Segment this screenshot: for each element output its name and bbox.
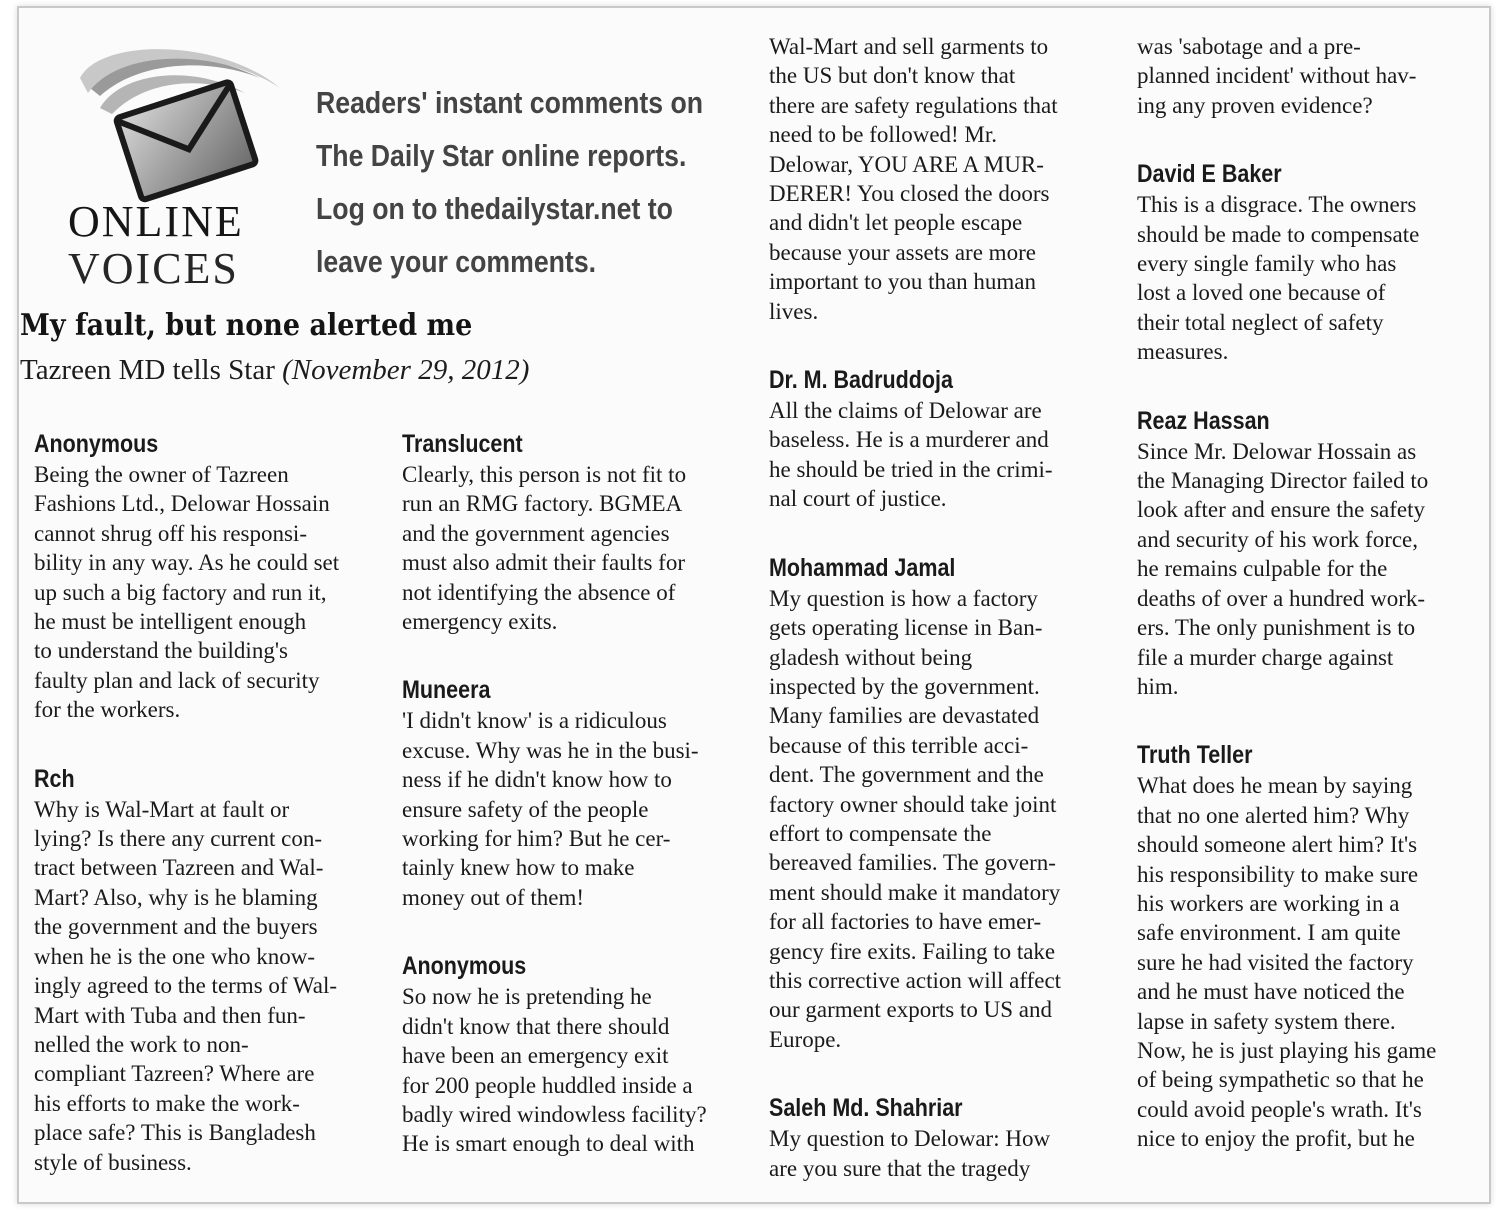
logo-voices-text: VOICES bbox=[68, 244, 239, 293]
comment-text-line: Being the owner of Tazreen bbox=[34, 462, 289, 487]
comment-text-line: his efforts to make the work- bbox=[34, 1090, 300, 1116]
comment-text-line: when he is the one who know- bbox=[34, 943, 316, 969]
comment-text-line: Clearly, this person is not fit to bbox=[402, 462, 687, 487]
comment-text-line: faulty plan and lack of security bbox=[34, 667, 320, 693]
comment-text-line: Wal-Mart and sell garments to bbox=[769, 34, 1049, 59]
commenter-name: Truth Teller bbox=[1137, 741, 1253, 770]
commenter-name: David E Baker bbox=[1137, 160, 1282, 189]
comment-text-line: measures. bbox=[1137, 339, 1229, 365]
commenter-name: Muneera bbox=[402, 676, 491, 705]
comment-text-line: tract between Tazreen and Wal- bbox=[34, 855, 324, 881]
comment-text-line: to understand the building's bbox=[34, 638, 288, 664]
promo-line: leave your comments. bbox=[316, 244, 597, 279]
comment-text-line: file a murder charge against bbox=[1137, 644, 1394, 670]
comment-text-line: He is smart enough to deal with bbox=[402, 1131, 695, 1157]
comment-text-line: ingly agreed to the terms of Wal- bbox=[34, 973, 338, 999]
comment-text-line: dent. The government and the bbox=[769, 762, 1044, 788]
comment-text-line: Now, he is just playing his game bbox=[1137, 1037, 1437, 1063]
promo-line: The Daily Star online reports. bbox=[316, 138, 687, 173]
comment-text-line: gladesh without being bbox=[769, 644, 973, 670]
comment-text-line: ment should make it mandatory bbox=[769, 879, 1061, 905]
comment-text-line: All the claims of Delowar are bbox=[769, 398, 1042, 424]
commenter-name: Translucent bbox=[402, 430, 523, 458]
comment-text-line: for 200 people huddled inside a bbox=[402, 1072, 693, 1098]
comment-text-line: Since Mr. Delowar Hossain as bbox=[1137, 438, 1417, 464]
comment-text-line: baseless. He is a murderer and bbox=[769, 427, 1049, 453]
comment-text-line: Why is Wal-Mart at fault or bbox=[34, 796, 290, 822]
envelope-logo-icon bbox=[70, 48, 290, 208]
comment-text-line: effort to compensate the bbox=[769, 820, 992, 846]
comment-text-line: emergency exits. bbox=[402, 609, 558, 635]
comment-text-line: nelled the work to non- bbox=[34, 1031, 249, 1057]
comment-text-line: ness if he didn't know how to bbox=[402, 767, 672, 793]
comment-text-line: deaths of over a hundred work- bbox=[1137, 585, 1426, 611]
commenter-name: Saleh Md. Shahriar bbox=[769, 1094, 963, 1123]
comment-text-line: their total neglect of safety bbox=[1137, 309, 1384, 335]
comment-text-line: Delowar, YOU ARE A MUR- bbox=[769, 151, 1044, 177]
comment-text-line: cannot shrug off his responsi- bbox=[34, 520, 307, 546]
subhead bbox=[20, 354, 529, 387]
comment-text-line: didn't know that there should bbox=[402, 1013, 670, 1039]
comment-text-line: should be made to compensate bbox=[1137, 221, 1420, 247]
comment-text-line: excuse. Why was he in the busi- bbox=[402, 737, 699, 763]
comment-text-line: the Managing Director failed to bbox=[1137, 468, 1429, 494]
comment-text-line: lost a loved one because of bbox=[1137, 280, 1386, 306]
comment-text-line: Fashions Ltd., Delowar Hossain bbox=[34, 491, 330, 517]
comment-text-line: bereaved families. The govern- bbox=[769, 850, 1056, 876]
comment-text-line: important to you than human bbox=[769, 269, 1037, 295]
comment-text-line: sure he had visited the factory bbox=[1137, 949, 1414, 975]
comment-text-line: his responsibility to make sure bbox=[1137, 861, 1419, 887]
comment-text-line: was 'sabotage and a pre- bbox=[1137, 34, 1361, 59]
comment-text-line: of being sympathetic so that he bbox=[1137, 1067, 1424, 1093]
comment-text-line: look after and ensure the safety bbox=[1137, 497, 1426, 523]
comment-text-line: gency fire exits. Failing to take bbox=[769, 938, 1056, 964]
comment-column-4 bbox=[1137, 32, 1482, 1154]
comment-text-line: planned incident' without hav- bbox=[1137, 63, 1417, 89]
comment-text-line: and the government agencies bbox=[402, 520, 670, 546]
comment-column-3 bbox=[769, 32, 1119, 1183]
comment-text-line: badly wired windowless facility? bbox=[402, 1101, 707, 1127]
headline: My fault, but none alerted me bbox=[20, 308, 473, 343]
comment-text-line: So now he is pretending he bbox=[402, 984, 652, 1010]
comment-text-line: lying? Is there any current con- bbox=[34, 826, 323, 852]
comment-text-line: factory owner should take joint bbox=[769, 791, 1057, 817]
comment-text-line: This is a disgrace. The owners bbox=[1137, 192, 1417, 218]
logo-online-text: ONLINE bbox=[68, 197, 244, 246]
comment-text-line: compliant Tazreen? Where are bbox=[34, 1061, 315, 1087]
comment-text-line: are you sure that the tragedy bbox=[769, 1155, 1031, 1181]
commenter-name: Mohammad Jamal bbox=[769, 553, 956, 582]
comment-text-line: working for him? But he cer- bbox=[402, 826, 671, 852]
comment-text-line: must also admit their faults for bbox=[402, 550, 685, 576]
comment-text-line: he remains culpable for the bbox=[1137, 556, 1388, 582]
comment-text-line: his workers are working in a bbox=[1137, 890, 1400, 916]
comment-text-line: nice to enjoy the profit, but he bbox=[1137, 1126, 1415, 1152]
comment-text-line: run an RMG factory. BGMEA bbox=[402, 491, 683, 517]
comment-text-line: there are safety regulations that bbox=[769, 92, 1058, 118]
comment-text-line: 'I didn't know' is a ridiculous bbox=[402, 708, 667, 734]
comment-text-line: and security of his work force, bbox=[1137, 526, 1419, 552]
comment-text-line: tainly knew how to make bbox=[402, 855, 635, 881]
comment-text-line: he should be tried in the crimi- bbox=[769, 456, 1053, 482]
comment-text-line: the US but don't know that bbox=[769, 63, 1016, 89]
subhead-text: Tazreen MD tells Star bbox=[20, 354, 275, 386]
comment-text-line: him. bbox=[1137, 673, 1179, 699]
comment-text-line: gets operating license in Ban- bbox=[769, 615, 1043, 641]
comment-text-line: inspected by the government. bbox=[769, 673, 1040, 699]
promo-text bbox=[316, 76, 704, 288]
comment-text-line: could avoid people's wrath. It's bbox=[1137, 1096, 1422, 1122]
comment-text-line: Mart with Tuba and then fun- bbox=[34, 1002, 306, 1028]
comment-text-line: because your assets are more bbox=[769, 239, 1036, 265]
comment-text-line: nal court of justice. bbox=[769, 486, 947, 512]
comment-text-line: for the workers. bbox=[34, 697, 181, 723]
comment-text-line: bility in any way. As he could set bbox=[34, 550, 340, 576]
comment-text-line: My question to Delowar: How bbox=[769, 1126, 1051, 1152]
comment-text-line: the government and the buyers bbox=[34, 914, 318, 940]
commenter-name: Rch bbox=[34, 764, 75, 793]
subhead-date: (November 29, 2012) bbox=[282, 354, 530, 386]
comment-text-line: Europe. bbox=[769, 1026, 842, 1052]
comment-text-line: money out of them! bbox=[402, 884, 585, 910]
commenter-name: Dr. M. Badruddoja bbox=[769, 366, 953, 395]
comment-text-line: My question is how a factory bbox=[769, 585, 1038, 611]
comment-text-line: because of this terrible acci- bbox=[769, 732, 1029, 758]
comment-column-2 bbox=[402, 428, 747, 1159]
comment-text-line: up such a big factory and run it, bbox=[34, 579, 327, 605]
comment-text-line: What does he mean by saying bbox=[1137, 773, 1413, 799]
comment-text-line: every single family who has bbox=[1137, 251, 1397, 277]
comment-text-line: that no one alerted him? Why bbox=[1137, 802, 1410, 828]
promo-line: Readers' instant comments on bbox=[316, 85, 704, 120]
comment-column-1 bbox=[34, 428, 379, 1177]
comment-text-line: need to be followed! Mr. bbox=[769, 122, 998, 148]
comment-text-line: style of business. bbox=[34, 1149, 192, 1175]
comment-text-line: should someone alert him? It's bbox=[1137, 832, 1418, 858]
comment-text-line: and he must have noticed the bbox=[1137, 979, 1405, 1005]
comment-text-line: ing any proven evidence? bbox=[1137, 92, 1373, 118]
comment-text-line: have been an emergency exit bbox=[402, 1043, 669, 1069]
comment-text-line: ensure safety of the people bbox=[402, 796, 649, 822]
promo-line: Log on to thedailystar.net to bbox=[316, 191, 673, 226]
comment-text-line: for all factories to have emer- bbox=[769, 909, 1042, 935]
comment-text-line: Many families are devastated bbox=[769, 703, 1040, 729]
comment-text-line: ers. The only punishment is to bbox=[1137, 615, 1416, 641]
comment-text-line: place safe? This is Bangladesh bbox=[34, 1120, 316, 1146]
comment-text-line: Mart? Also, why is he blaming bbox=[34, 884, 318, 910]
commenter-name: Anonymous bbox=[34, 430, 159, 458]
comment-text-line: not identifying the absence of bbox=[402, 579, 676, 605]
comment-text-line: he must be intelligent enough bbox=[34, 609, 307, 635]
comment-text-line: lapse in safety system there. bbox=[1137, 1008, 1396, 1034]
comment-text-line: this corrective action will affect bbox=[769, 967, 1062, 993]
comment-text-line: DERER! You closed the doors bbox=[769, 181, 1050, 207]
comment-text-line: and didn't let people escape bbox=[769, 210, 1023, 236]
comment-text-line: safe environment. I am quite bbox=[1137, 920, 1401, 946]
comment-text-line: our garment exports to US and bbox=[769, 997, 1052, 1023]
commenter-name: Reaz Hassan bbox=[1137, 406, 1270, 435]
commenter-name: Anonymous bbox=[402, 952, 527, 981]
comment-text-line: lives. bbox=[769, 298, 819, 324]
